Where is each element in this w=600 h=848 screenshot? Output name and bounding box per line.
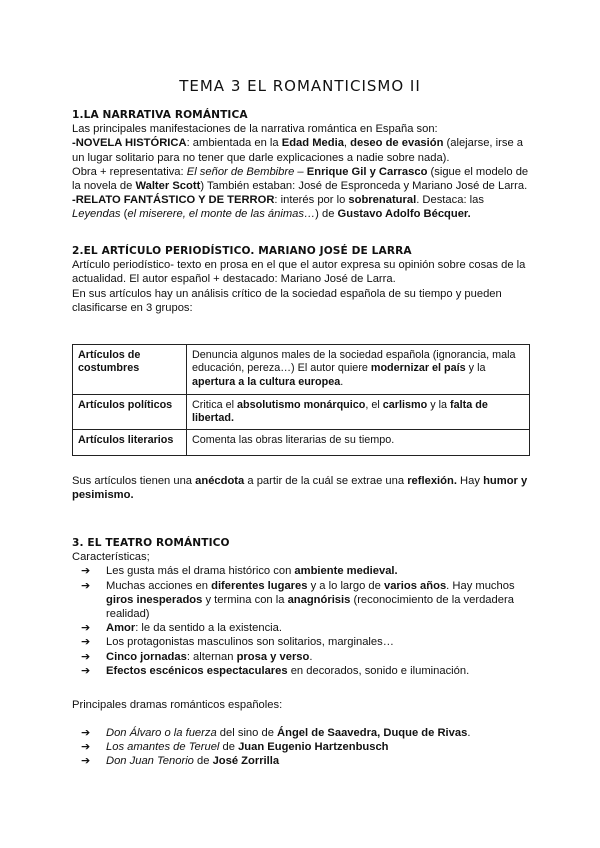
- term: Amor: [106, 622, 136, 635]
- term: prosa y verso: [236, 650, 310, 663]
- term: -NOVELA HISTÓRICA: [72, 137, 187, 150]
- table-key-cell: Artículos políticos: [73, 395, 187, 430]
- book-title: el miserere, el monte de las ánimas…: [127, 208, 316, 221]
- list-item: [72, 564, 534, 578]
- text: del sino de: [216, 727, 278, 739]
- text: ) También estaban: José de Espronceda y Mariano José de Larra.: [200, 180, 528, 193]
- text: : ambientada en la: [186, 137, 282, 150]
- text: Muchas acciones en: [106, 579, 212, 592]
- term: falta de libertad.: [192, 399, 488, 425]
- table-value-cell: [187, 345, 530, 395]
- text: . Destaca: las: [416, 194, 484, 207]
- text: a partir de la cuál se extrae una: [244, 475, 408, 487]
- dramas-section: [72, 726, 534, 769]
- list-item: [72, 740, 534, 754]
- paragraph: Características;: [72, 551, 150, 564]
- paragraph: [72, 474, 534, 502]
- term: modernizar el país: [370, 362, 466, 375]
- text: : alternan: [186, 650, 237, 663]
- text: de: [219, 741, 239, 754]
- text: (alejarse, irse a un lugar solitario para no tener que darle explicaciones a nadie sobre nada).: [72, 137, 524, 164]
- paragraph-after-table: [72, 474, 534, 502]
- term: sobrenatural: [348, 194, 417, 207]
- list-item: [72, 579, 534, 622]
- arrow-icon: ➔: [81, 621, 91, 635]
- arrow-icon: ➔: [81, 663, 91, 677]
- page-title: TEMA 3 EL ROMANTICISMO II: [179, 77, 421, 95]
- table-row: [73, 345, 530, 395]
- text: (: [120, 208, 128, 221]
- arrow-icon: ➔: [81, 726, 91, 739]
- book-title: Don Álvaro o la fuerza: [106, 727, 217, 739]
- arrow-icon: ➔: [81, 754, 91, 768]
- text: Denuncia algunos males de la sociedad española (ignorancia, mala educación, pereza…) El autor quiere: [192, 349, 516, 375]
- author: José Zorrilla: [212, 755, 280, 768]
- table-key-cell: Artículos literarios: [73, 429, 187, 455]
- list-item: [72, 621, 534, 635]
- table-row: [73, 429, 530, 455]
- text: ) de: [315, 208, 338, 221]
- text: en decorados, sonido e iluminación.: [287, 664, 470, 677]
- paragraph: Artículo periodístico- texto en prosa en el que el autor expresa su opinión sobre cosas de la actualidad. El autor español + destacado: Mariano José de Larra.: [72, 259, 526, 286]
- term: varios años: [383, 579, 447, 592]
- text: Critica el: [192, 399, 237, 411]
- text: (sigue el modelo de la novela de: [72, 165, 529, 193]
- list-item: [72, 726, 534, 740]
- term: giros inesperados: [106, 593, 203, 606]
- text: –: [294, 165, 307, 178]
- term: Cinco jornadas: [106, 650, 187, 663]
- author: Enrique Gil y Carrasco: [306, 165, 428, 178]
- text: : interés por lo: [274, 194, 349, 207]
- table-value-cell: Comenta las obras literarias de su tiempo.: [187, 429, 530, 455]
- section-heading: 2.EL ARTÍCULO PERIODÍSTICO. MARIANO JOSÉ DE LARRA: [72, 245, 412, 257]
- arrow-icon: ➔: [81, 564, 91, 578]
- text: , el: [365, 399, 383, 411]
- term: deseo de evasión: [350, 137, 444, 150]
- term: carlismo: [382, 399, 428, 411]
- paragraph: Las principales manifestaciones de la narrativa romántica en España son:: [72, 123, 438, 136]
- term: anécdota: [195, 475, 245, 487]
- section-heading: 3. EL TEATRO ROMÁNTICO: [72, 537, 230, 549]
- section-narrativa: [72, 108, 534, 222]
- section-teatro: [72, 536, 534, 678]
- table-value-cell: [187, 395, 530, 430]
- text: de: [193, 755, 213, 768]
- author: Juan Eugenio Hartzenbusch: [238, 741, 389, 754]
- text: .: [309, 650, 313, 663]
- text: .: [467, 727, 471, 739]
- list-item: [72, 650, 534, 664]
- text: y la: [427, 399, 451, 411]
- arrow-icon: ➔: [81, 635, 91, 649]
- articles-table: [72, 344, 530, 456]
- term: ambiente medieval.: [294, 565, 398, 578]
- term: -RELATO FANTÁSTICO Y DE TERROR: [72, 194, 275, 207]
- paragraph: Principales dramas románticos españoles:: [72, 699, 283, 711]
- arrow-icon: ➔: [81, 649, 91, 663]
- text: . Hay muchos: [446, 579, 515, 592]
- author: Walter Scott: [135, 180, 201, 193]
- dramas-list: [72, 726, 534, 769]
- table-key-cell: Artículos de costumbres: [73, 345, 187, 395]
- book-title: Leyendas: [72, 208, 121, 221]
- list-item: [72, 635, 534, 649]
- author: Gustavo Adolfo Bécquer.: [337, 208, 471, 221]
- text: Obra + representativa:: [72, 165, 187, 178]
- text: y la: [465, 362, 486, 375]
- arrow-icon: ➔: [81, 740, 91, 754]
- term: Edad Media: [281, 137, 344, 150]
- book-title: Don Juan Tenorio: [106, 755, 194, 768]
- text: y a lo largo de: [307, 579, 384, 592]
- paragraph-novela-historica: [72, 136, 534, 164]
- section-articulo: [72, 244, 534, 315]
- term: absolutismo monárquico: [237, 399, 366, 411]
- text: y termina con la: [202, 593, 288, 606]
- text: Los protagonistas masculinos son solitarios, marginales…: [106, 636, 394, 649]
- text: Sus artículos tienen una: [72, 475, 196, 487]
- section-heading: 1.LA NARRATIVA ROMÁNTICA: [72, 109, 248, 121]
- list-item: [72, 664, 534, 678]
- arrow-icon: ➔: [81, 578, 91, 592]
- text: Les gusta más el drama histórico con: [106, 565, 295, 578]
- dramas-intro: [72, 698, 534, 712]
- text: Hay: [456, 475, 484, 487]
- term: diferentes lugares: [211, 579, 308, 592]
- paragraph-obra: [72, 165, 534, 193]
- text: ,: [343, 137, 351, 150]
- term: apertura a la cultura europea: [192, 375, 341, 388]
- text: (reconocimiento de la verdadera realidad): [106, 593, 514, 621]
- term: reflexión.: [407, 475, 457, 487]
- characteristics-list: [72, 564, 534, 678]
- term: anagnórisis: [287, 593, 351, 606]
- paragraph-relato-fantastico: [72, 193, 534, 221]
- book-title: El señor de Bembibre: [186, 165, 295, 178]
- text: .: [340, 375, 344, 388]
- table-row: [73, 395, 530, 430]
- term: Efectos escénicos espectaculares: [106, 664, 288, 677]
- list-item: [72, 754, 534, 768]
- paragraph: En sus artículos hay un análisis crítico de la sociedad española de su tiempo y pueden clasificarse en 3 grupos:: [72, 287, 502, 314]
- book-title: Los amantes de Teruel: [106, 741, 220, 754]
- author: Ángel de Saavedra, Duque de Rivas: [277, 727, 468, 739]
- text: : le da sentido a la existencia.: [135, 622, 282, 635]
- term: humor y pesimismo.: [72, 475, 528, 502]
